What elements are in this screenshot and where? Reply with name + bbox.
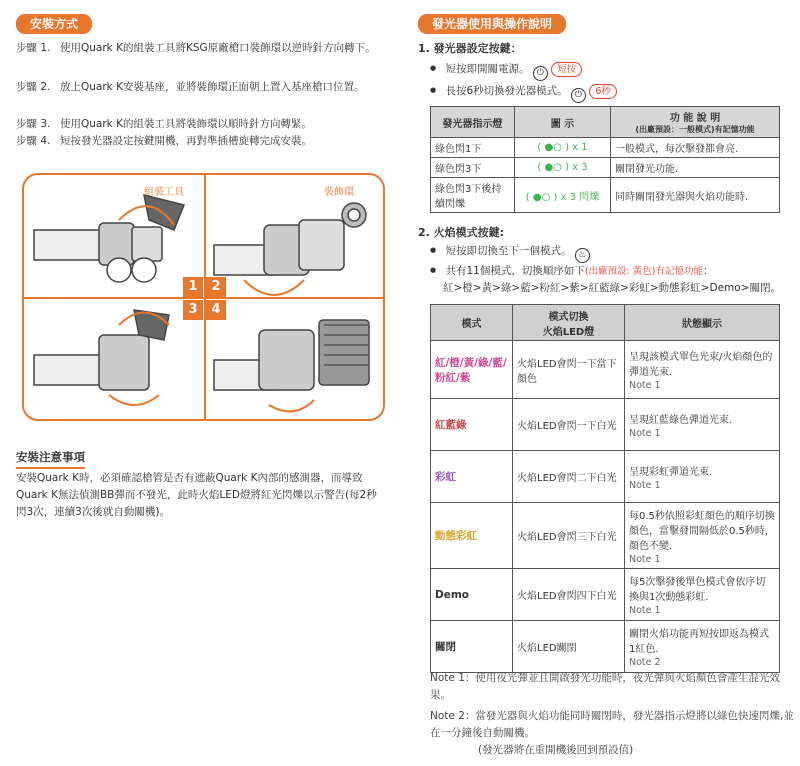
- description-cell: 一般模式，每次擊發都會亮.: [611, 138, 780, 158]
- bullet-end: ：: [702, 265, 714, 277]
- indicator-icon: ( ●○ ) x 3: [537, 162, 588, 173]
- power-button-icon: ⏻: [533, 66, 548, 81]
- note-ref: Note 1: [629, 553, 661, 565]
- function-header-text: 功 能 說 明: [669, 113, 721, 124]
- icon-cell: [515, 158, 611, 178]
- setting-button-heading: 1. 發光器設定按鍵：: [418, 42, 522, 55]
- operation-section-title: 發光器使用與操作說明: [418, 14, 566, 34]
- step-text: 使用Quark K的組裝工具將裝飾環以順時針方向轉緊。: [60, 118, 312, 130]
- table-row: [431, 399, 780, 451]
- note-text: 使用夜光彈並且開啟發光功能時，夜光彈與火焰顏色會產生混光效果。: [430, 672, 780, 701]
- indicator-table: [430, 106, 780, 213]
- table-row: [431, 451, 780, 503]
- status-text: 關閉火焰功能再短按即返為模式1紅色.: [629, 629, 769, 655]
- flame-button-heading: 2. 火焰模式按鍵:: [418, 226, 505, 239]
- led-cell: 火焰LED關閉: [513, 621, 625, 673]
- led-cell: 火焰LED會閃二下白光: [513, 451, 625, 503]
- status-text: 呈現彩虹彈道光束.: [629, 466, 713, 478]
- status-cell: [625, 451, 780, 503]
- status-text: 每5次擊發後單色模式會依序切換與1次動態彩虹.: [629, 577, 766, 603]
- description-cell: 同時關閉發光器與火焰功能時.: [611, 178, 780, 213]
- table-row: [431, 621, 780, 673]
- short-press-hand-icon: 短按: [551, 62, 582, 77]
- mode-cell: 彩虹: [431, 451, 513, 503]
- led-cell: 火焰LED會閃四下白光: [513, 569, 625, 621]
- step-number-3: 3: [183, 300, 203, 320]
- step-number-1: 1: [183, 277, 203, 297]
- mode-table: [430, 304, 780, 673]
- status-text: 每0.5秒依照彩虹顏色的順序切換顏色，當擊發間隔低於0.5秒時，顏色不變.: [629, 510, 775, 552]
- bullet-text: 短按即切換至下一個模式。: [445, 245, 572, 257]
- col-header-indicator: 發光器指示燈: [431, 107, 515, 138]
- col-header-led: 模式切換 火焰LED燈: [513, 305, 625, 341]
- status-cell: [625, 621, 780, 673]
- bullet-text: 短按即開關電源。: [445, 63, 530, 75]
- note-ref: Note 1: [629, 479, 661, 491]
- step-number-2: 2: [206, 277, 226, 297]
- status-text: 呈現紅藍綠色彈道光束.: [629, 414, 733, 426]
- indicator-cell: 綠色閃3下後持續閃爍: [431, 178, 515, 213]
- led-cell: 火焰LED會閃一下當下顏色: [513, 341, 625, 399]
- note-ref: Note 1: [629, 605, 661, 616]
- note-1: [430, 670, 795, 704]
- flame-button-icon: ♨: [575, 248, 590, 263]
- flame-bullet-1: [430, 242, 590, 263]
- status-cell: [625, 503, 780, 569]
- flame-bullet-2: [430, 262, 713, 280]
- table-row: [431, 341, 780, 399]
- installation-illustration: [22, 173, 385, 421]
- note-ref: Note 1: [629, 380, 661, 391]
- indicator-icon: ( ●○ ) x 1: [537, 142, 588, 153]
- table-row: [431, 178, 780, 213]
- step-text: 放上Quark K安裝基座，並將裝飾環正面朝上置入基座槍口位置。: [60, 81, 365, 93]
- step-number-4: 4: [206, 300, 226, 320]
- install-step-4: [16, 133, 386, 150]
- bullet-text: 長按6秒切換發光器模式。: [445, 85, 568, 97]
- mode-cell: Demo: [431, 569, 513, 621]
- note-ref: Note 1: [629, 427, 661, 439]
- col-header-status: 狀態顯示: [625, 305, 780, 341]
- power-button-icon: ⏻: [571, 88, 586, 103]
- bullet-text: 共有11個模式，切換順序如下: [445, 265, 585, 277]
- table-row: [431, 158, 780, 178]
- setting-bullet-1: [430, 60, 582, 81]
- mode-cell: 動態彩虹: [431, 503, 513, 569]
- step-label: 步驟 3.: [16, 118, 51, 130]
- status-cell: [625, 569, 780, 621]
- table-row: [431, 138, 780, 158]
- icon-cell: [515, 138, 611, 158]
- status-cell: [625, 399, 780, 451]
- icon-cell: [515, 178, 611, 213]
- table-row: [431, 503, 780, 569]
- setting-bullet-2: [430, 82, 617, 103]
- function-header-sub: (出廠預設：一般模式)有記憶功能: [635, 125, 755, 134]
- install-step-1: [16, 40, 386, 57]
- install-notes-body: 安裝Quark K時，必須確認槍管是否有遮蔽Quark K內部的感測器，而導致Quark K無法偵測BB彈而不發光，此時火焰LED燈將紅光閃爍以示警告(每2秒閃3次，連續3次後就自動關機)。: [16, 472, 377, 518]
- note-ref: Note 2: [629, 657, 661, 668]
- description-cell: 關閉發光功能.: [611, 158, 780, 178]
- step-label: 步驟 2.: [16, 81, 51, 93]
- mode-cell: 關閉: [431, 621, 513, 673]
- led-cell: 火焰LED會閃一下白光: [513, 399, 625, 451]
- indicator-cell: 綠色閃1下: [431, 138, 515, 158]
- status-text: 呈現該模式單色光束/火焰顏色的彈道光束.: [629, 352, 773, 378]
- default-note: (出廠預設: 黃色)有記憶功能: [584, 266, 703, 277]
- note-2: [430, 708, 795, 742]
- table-row: [431, 569, 780, 621]
- mode-order: 紅>橙>黃>綠>藍>粉紅>紫>紅藍綠>彩虹>動態彩虹>Demo>關閉。: [443, 282, 781, 294]
- install-step-2: [16, 79, 386, 96]
- step-label: 步驟 4.: [16, 135, 51, 147]
- tool-callout: 組裝工具: [144, 187, 184, 198]
- note-2-sub: (發光器將在重開機後回到預設值): [478, 744, 634, 756]
- ring-callout: 裝飾環: [324, 187, 354, 198]
- note-text: 當發光器與火焰功能同時關閉時，發光器指示燈將以綠色快速閃爍,並在一分鐘後自動關機。: [430, 710, 794, 739]
- col-header-function: [611, 107, 780, 138]
- led-cell: 火焰LED會閃三下白光: [513, 503, 625, 569]
- status-cell: [625, 341, 780, 399]
- install-notes-title: 安裝注意事項: [16, 449, 85, 469]
- indicator-icon: ( ●○ ) x 3 閃爍: [525, 191, 600, 203]
- step-label: 步驟 1.: [16, 42, 51, 54]
- long-press-hand-icon: 6秒: [589, 84, 617, 99]
- mode-cell: 紅/橙/黃/綠/藍/粉紅/紫: [431, 341, 513, 399]
- mode-cell: 紅藍綠: [431, 399, 513, 451]
- note-label: Note 1：: [430, 672, 476, 684]
- note-label: Note 2：: [430, 710, 476, 722]
- col-header-mode: 模式: [431, 305, 513, 341]
- col-header-icon: 圖 示: [515, 107, 611, 138]
- indicator-cell: 綠色閃3下: [431, 158, 515, 178]
- install-step-3: [16, 116, 386, 133]
- quadrant-divider-horizontal: [24, 297, 383, 299]
- step-text: 使用Quark K的組裝工具將KSG原廠槍口裝飾環以逆時針方向轉下。: [60, 42, 376, 54]
- step-text: 短按發光器設定按鍵開機，再對準插槽旋轉完成安裝。: [60, 135, 312, 147]
- install-section-title: 安裝方式: [16, 14, 92, 34]
